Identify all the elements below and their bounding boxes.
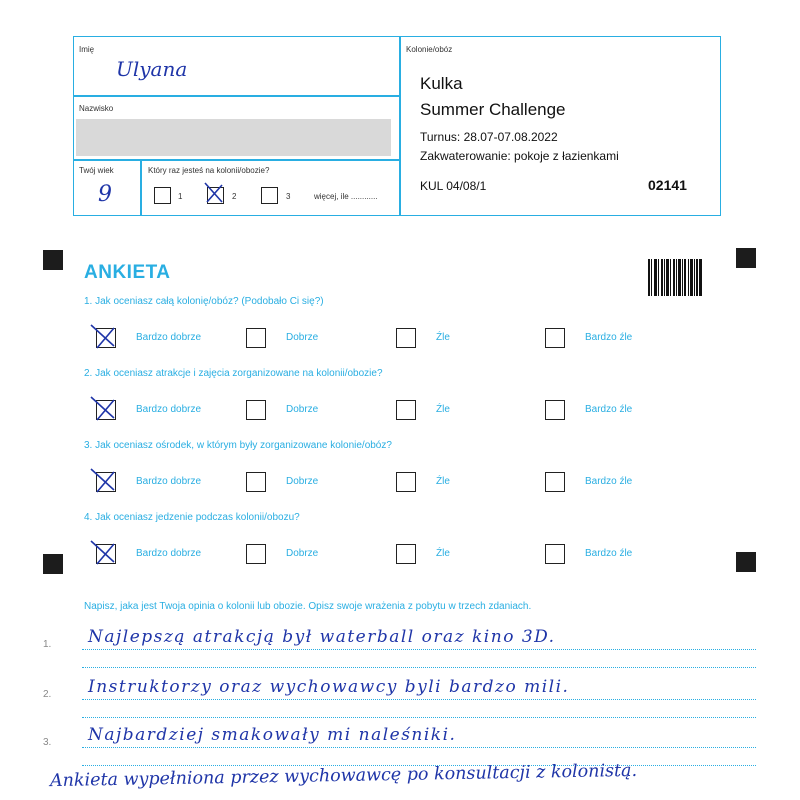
registration-marker [43, 250, 63, 270]
times-option-2-label: 2 [232, 192, 237, 201]
answer-line [82, 717, 756, 718]
age-label: Twój wiek [79, 166, 114, 175]
question-4-option-1-label: Bardzo dobrze [136, 548, 202, 559]
cross-mark-icon [95, 399, 115, 419]
camp-name-line2: Summer Challenge [420, 100, 566, 119]
question-2-option-1-checkbox[interactable] [96, 400, 116, 420]
times-more-label: więcej, ile ............ [314, 192, 378, 201]
question-2-option-1-label: Bardzo dobrze [136, 404, 202, 415]
answer-3-text[interactable]: Najbardziej smakowały mi naleśniki. [88, 725, 457, 745]
registration-marker [43, 554, 63, 574]
times-option-1-checkbox[interactable] [154, 187, 171, 204]
answer-line [82, 747, 756, 748]
answer-line [82, 649, 756, 650]
times-option-3-checkbox[interactable] [261, 187, 278, 204]
accommodation: Zakwaterowanie: pokoje z łazienkami [420, 149, 619, 163]
age-value[interactable]: 9 [98, 182, 112, 207]
question-2-text: 2. Jak oceniasz atrakcje i zajęcia zorganizowane na kolonii/obozie? [84, 368, 383, 379]
turnus-dates: Turnus: 28.07-07.08.2022 [420, 130, 558, 144]
camp-label: Kolonie/obóz [406, 45, 453, 54]
question-3-text: 3. Jak oceniasz ośrodek, w którym były zorganizowane kolonie/obóz? [84, 440, 392, 451]
question-3-option-3-checkbox[interactable] [396, 472, 416, 492]
question-4-option-2-label: Dobrze [286, 548, 319, 559]
question-4-option-3-checkbox[interactable] [396, 544, 416, 564]
camper-info-box [73, 36, 721, 216]
times-option-2-checkbox[interactable] [207, 187, 224, 204]
question-3-option-1-checkbox[interactable] [96, 472, 116, 492]
question-4-option-2-checkbox[interactable] [246, 544, 266, 564]
registration-marker [736, 248, 756, 268]
question-4-option-3-label: Źle [436, 548, 450, 559]
answer-3-number: 3. [43, 737, 52, 748]
question-3-option-4-label: Bardzo źle [585, 476, 633, 487]
question-4-option-1-checkbox[interactable] [96, 544, 116, 564]
opinion-prompt: Napisz, jaka jest Twoja opinia o kolonii lub obozie. Opisz swoje wrażenia z pobytu w trzech zdaniach. [84, 601, 532, 612]
first-name-label: Imię [79, 45, 95, 54]
last-name-redacted [76, 119, 391, 156]
answer-2-text[interactable]: Instruktorzy oraz wychowawcy byli bardzo mili. [88, 677, 570, 697]
first-name-value[interactable]: Ulyana [116, 57, 188, 81]
divider [74, 159, 399, 161]
cross-mark-icon [95, 471, 115, 491]
camp-name-line1: Kulka [420, 74, 463, 93]
question-1-option-4-checkbox[interactable] [545, 328, 565, 348]
answer-1-text[interactable]: Najlepszą atrakcją był waterball oraz kino 3D. [88, 627, 556, 647]
times-label: Który raz jesteś na kolonii/obozie? [148, 166, 270, 175]
question-3-option-4-checkbox[interactable] [545, 472, 565, 492]
barcode-icon [648, 259, 702, 296]
camp-code: KUL 04/08/1 [420, 179, 487, 193]
question-1-option-4-label: Bardzo źle [585, 332, 633, 343]
last-name-label: Nazwisko [79, 104, 114, 113]
cross-mark-icon [95, 543, 115, 563]
question-3-option-1-label: Bardzo dobrze [136, 476, 202, 487]
question-2-option-2-label: Dobrze [286, 404, 319, 415]
answer-line [82, 667, 756, 668]
question-1-option-2-checkbox[interactable] [246, 328, 266, 348]
answer-line [82, 699, 756, 700]
divider [140, 159, 142, 215]
divider [399, 37, 401, 215]
times-option-3-label: 3 [286, 192, 291, 201]
times-option-1-label: 1 [178, 192, 183, 201]
answer-1-number: 1. [43, 639, 52, 650]
divider [74, 95, 399, 97]
question-2-option-4-checkbox[interactable] [545, 400, 565, 420]
form-number: 02141 [648, 177, 687, 193]
cross-mark-icon [95, 327, 115, 347]
question-4-option-4-checkbox[interactable] [545, 544, 565, 564]
question-1-option-2-label: Dobrze [286, 332, 319, 343]
question-2-option-3-checkbox[interactable] [396, 400, 416, 420]
survey-title: ANKIETA [84, 262, 171, 283]
question-4-option-4-label: Bardzo źle [585, 548, 633, 559]
question-1-option-3-checkbox[interactable] [396, 328, 416, 348]
question-1-option-1-label: Bardzo dobrze [136, 332, 202, 343]
question-1-option-1-checkbox[interactable] [96, 328, 116, 348]
cross-mark-icon [206, 186, 223, 203]
question-4-text: 4. Jak oceniasz jedzenie podczas kolonii/obozu? [84, 512, 300, 523]
footer-note: Ankieta wypełniona przez wychowawcę po konsultacji z kolonistą. [49, 760, 638, 792]
question-2-option-3-label: Źle [436, 404, 450, 415]
question-1-text: 1. Jak oceniasz całą kolonię/obóz? (Podobało Ci się?) [84, 296, 324, 307]
answer-2-number: 2. [43, 689, 52, 700]
registration-marker [736, 552, 756, 572]
question-3-option-2-label: Dobrze [286, 476, 319, 487]
question-2-option-2-checkbox[interactable] [246, 400, 266, 420]
question-3-option-3-label: Źle [436, 476, 450, 487]
question-3-option-2-checkbox[interactable] [246, 472, 266, 492]
question-1-option-3-label: Źle [436, 332, 450, 343]
question-2-option-4-label: Bardzo źle [585, 404, 633, 415]
